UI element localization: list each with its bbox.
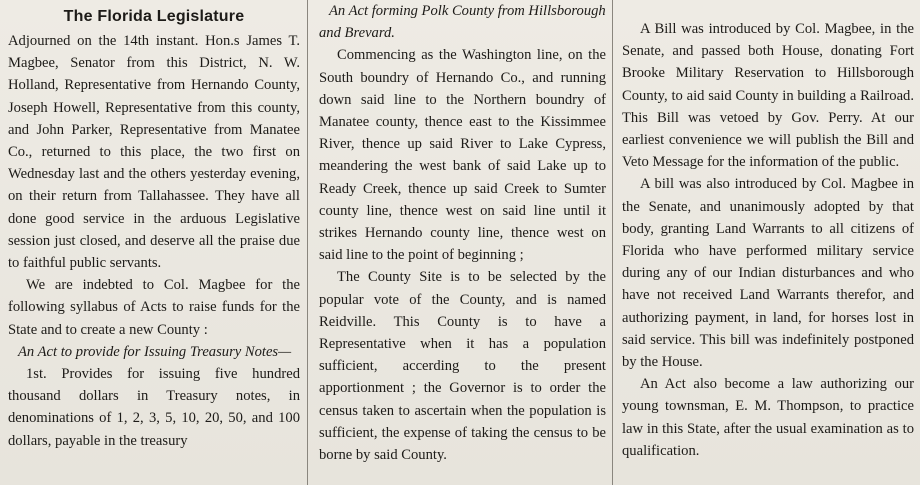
article-paragraph: The County Site is to be selected by the popular vote of the County, and is named Reidville. This County is to have a Representative when it has a population sufficient, accerding to the present apportionment ; the Governor is to order the census taken to ascertain when the population is sufficient, the expense of taking the census to be borne by said County.	[319, 269, 606, 464]
article-paragraph: An Act also become a law authorizing our young townsman, E. M. Thompson, to practice law in this State, after the usual examination as to qualification.	[622, 376, 914, 459]
article-paragraph: 1st. Provides for issuing five hundred thousand dollars in Treasury notes, in denominations of 1, 2, 3, 5, 10, 20, 50, and 100 dollars, payable in the treasury	[8, 366, 300, 449]
article-paragraph: A bill was also introduced by Col. Magbee in the Senate, and unanimously adopted by that body, granting Land Warrants to all citizens of Florida who have performed military service during any of our Indian disturbances and who have not received Land Warrants therefor, and authorizing payment, in land, for horses lost in said service. This bill was indefinitely postponed by the House.	[622, 176, 914, 371]
column-divider	[612, 0, 613, 485]
column-divider	[307, 0, 308, 485]
column-3	[616, 0, 920, 485]
article-paragraph: We are indebted to Col. Magbee for the following syllabus of Acts to raise funds for the State and to create a new County :	[8, 277, 300, 338]
headline: The Florida Legislature	[63, 8, 245, 25]
article-paragraph: Adjourned on the 14th instant. Hon.s James T. Magbee, Senator from this District, N. W. Holland, Representative from Hernando County, Joseph Howell, Representative from this county, and John Parker, Representative from Manatee Co., returned to this place, the two first on Wednesday last and the others yesterday evening, on their return from Tallahassee. They have all done good service in the arduous Legislative session just closed, and deserve all the praise due to faithful public servants.	[8, 33, 300, 272]
column-1	[0, 0, 304, 485]
act-heading: An Act to provide for Issuing Treasury Notes—	[18, 343, 292, 360]
article-paragraph: A Bill was introduced by Col. Magbee, in the Senate, and passed both House, donating Fort Brooke Military Reservation to Hillsborough County, to aid said County in building a Railroad. This Bill was vetoed by Gov. Perry. At our earliest convenience we will publish the Bill and Veto Message for the information of the public.	[622, 21, 914, 171]
act-heading: An Act forming Polk County from Hillsborough and Brevard.	[319, 3, 606, 42]
column-2	[313, 0, 610, 485]
article-paragraph: Commencing as the Washington line, on the South boundry of Hernando Co., and running down said line to the Northern boundry of Manatee county, thence east to the Kissimmee River, thence up said River to Lake Cypress, meandering the west bank of said Lake up to Ready Creek, thence up said Creek to Sumter county line, thence west on said line until it strikes Hernando county line, thence west on said line to the point of beginning ;	[319, 47, 606, 264]
